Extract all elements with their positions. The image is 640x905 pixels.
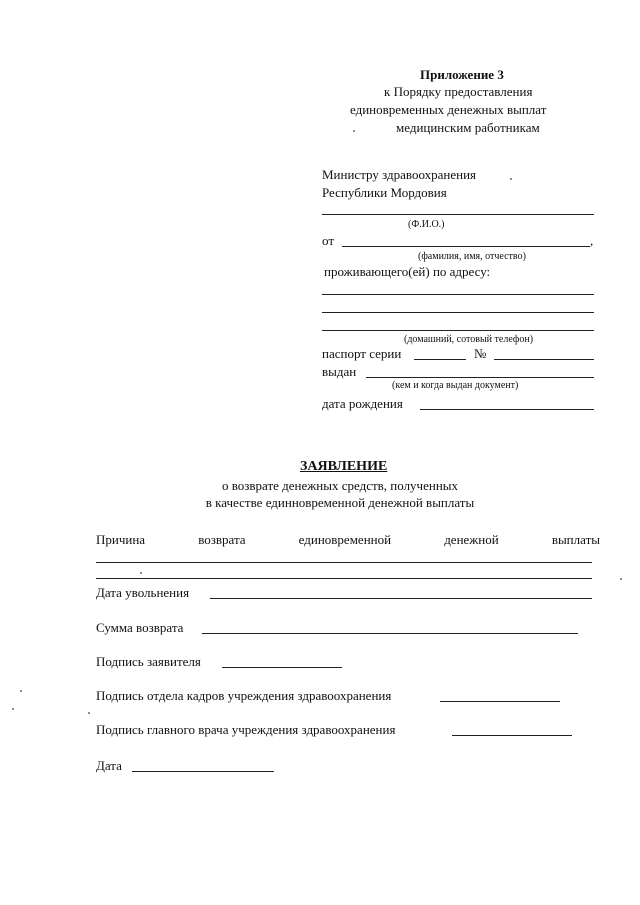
dismissal-date-label: Дата увольнения: [96, 585, 190, 600]
from-caption: (фамилия, имя, отчество): [418, 251, 526, 262]
from-comma: ,: [590, 233, 594, 248]
refund-amount-label: Сумма возврата: [96, 620, 184, 635]
address-line-1[interactable]: [322, 294, 594, 295]
appendix-title: Приложение 3: [420, 67, 504, 82]
appendix-line-3: медицинским работникам: [396, 120, 540, 135]
statement-title: ЗАЯВЛЕНИЕ: [300, 459, 388, 474]
applicant-signature-line[interactable]: [222, 667, 342, 668]
statement-subtitle-1: о возврате денежных средств, полученных: [221, 478, 459, 493]
hr-signature-line[interactable]: [440, 701, 560, 702]
appendix-line-2: единовременных денежных выплат: [350, 102, 547, 117]
applicant-signature-label: Подпись заявителя: [96, 654, 201, 669]
from-name-line[interactable]: [342, 246, 590, 247]
hr-signature-label: Подпись отдела кадров учреждения здравоохранения: [96, 688, 392, 703]
scan-speck: [12, 708, 14, 710]
scan-speck: [510, 178, 512, 180]
appendix-line-1: к Порядку предоставления: [384, 84, 533, 99]
address-line-2[interactable]: [322, 312, 594, 313]
reason-word: выплаты: [551, 532, 600, 547]
dismissal-date-line[interactable]: [210, 598, 592, 599]
passport-series-line[interactable]: [414, 359, 466, 360]
passport-number-line[interactable]: [494, 359, 594, 360]
reason-line-1[interactable]: [96, 562, 592, 563]
reason-line-2[interactable]: [96, 578, 592, 579]
residing-label: проживающего(ей) по адресу:: [324, 264, 491, 279]
date-label: Дата: [96, 758, 122, 773]
reason-word: единовременной: [298, 532, 392, 547]
scan-speck: [88, 712, 90, 714]
issued-caption: (кем и когда выдан документ): [392, 380, 519, 391]
passport-number-label: №: [474, 346, 487, 361]
statement-subtitle-2: в качестве единновременной денежной выплаты: [205, 495, 475, 510]
reason-word: возврата: [198, 532, 246, 547]
refund-amount-line[interactable]: [202, 633, 578, 634]
scan-speck: [20, 690, 22, 692]
chief-doctor-signature-line[interactable]: [452, 735, 572, 736]
from-label: от: [322, 233, 335, 248]
birth-date-line[interactable]: [420, 409, 594, 410]
reason-heading: [96, 532, 600, 548]
date-line[interactable]: [132, 771, 274, 772]
fio-line[interactable]: [322, 214, 594, 215]
addressee-line-2: Республики Мордовия: [322, 185, 447, 200]
issued-line[interactable]: [366, 377, 594, 378]
passport-series-label: паспорт серии: [322, 346, 402, 361]
chief-doctor-signature-label: Подпись главного врача учреждения здравоохранения: [96, 722, 396, 737]
scan-speck: [353, 130, 355, 132]
reason-word: Причина: [96, 532, 146, 547]
addressee-line-1: Министру здравоохранения: [322, 167, 477, 182]
issued-label: выдан: [322, 364, 357, 379]
phone-caption: (домашний, сотовый телефон): [404, 334, 534, 345]
scan-speck: [620, 578, 622, 580]
birth-date-label: дата рождения: [322, 396, 403, 411]
reason-word: денежной: [444, 532, 499, 547]
scan-speck: [140, 572, 142, 574]
fio-caption: (Ф.И.О.): [408, 219, 445, 230]
phone-line[interactable]: [322, 330, 594, 331]
